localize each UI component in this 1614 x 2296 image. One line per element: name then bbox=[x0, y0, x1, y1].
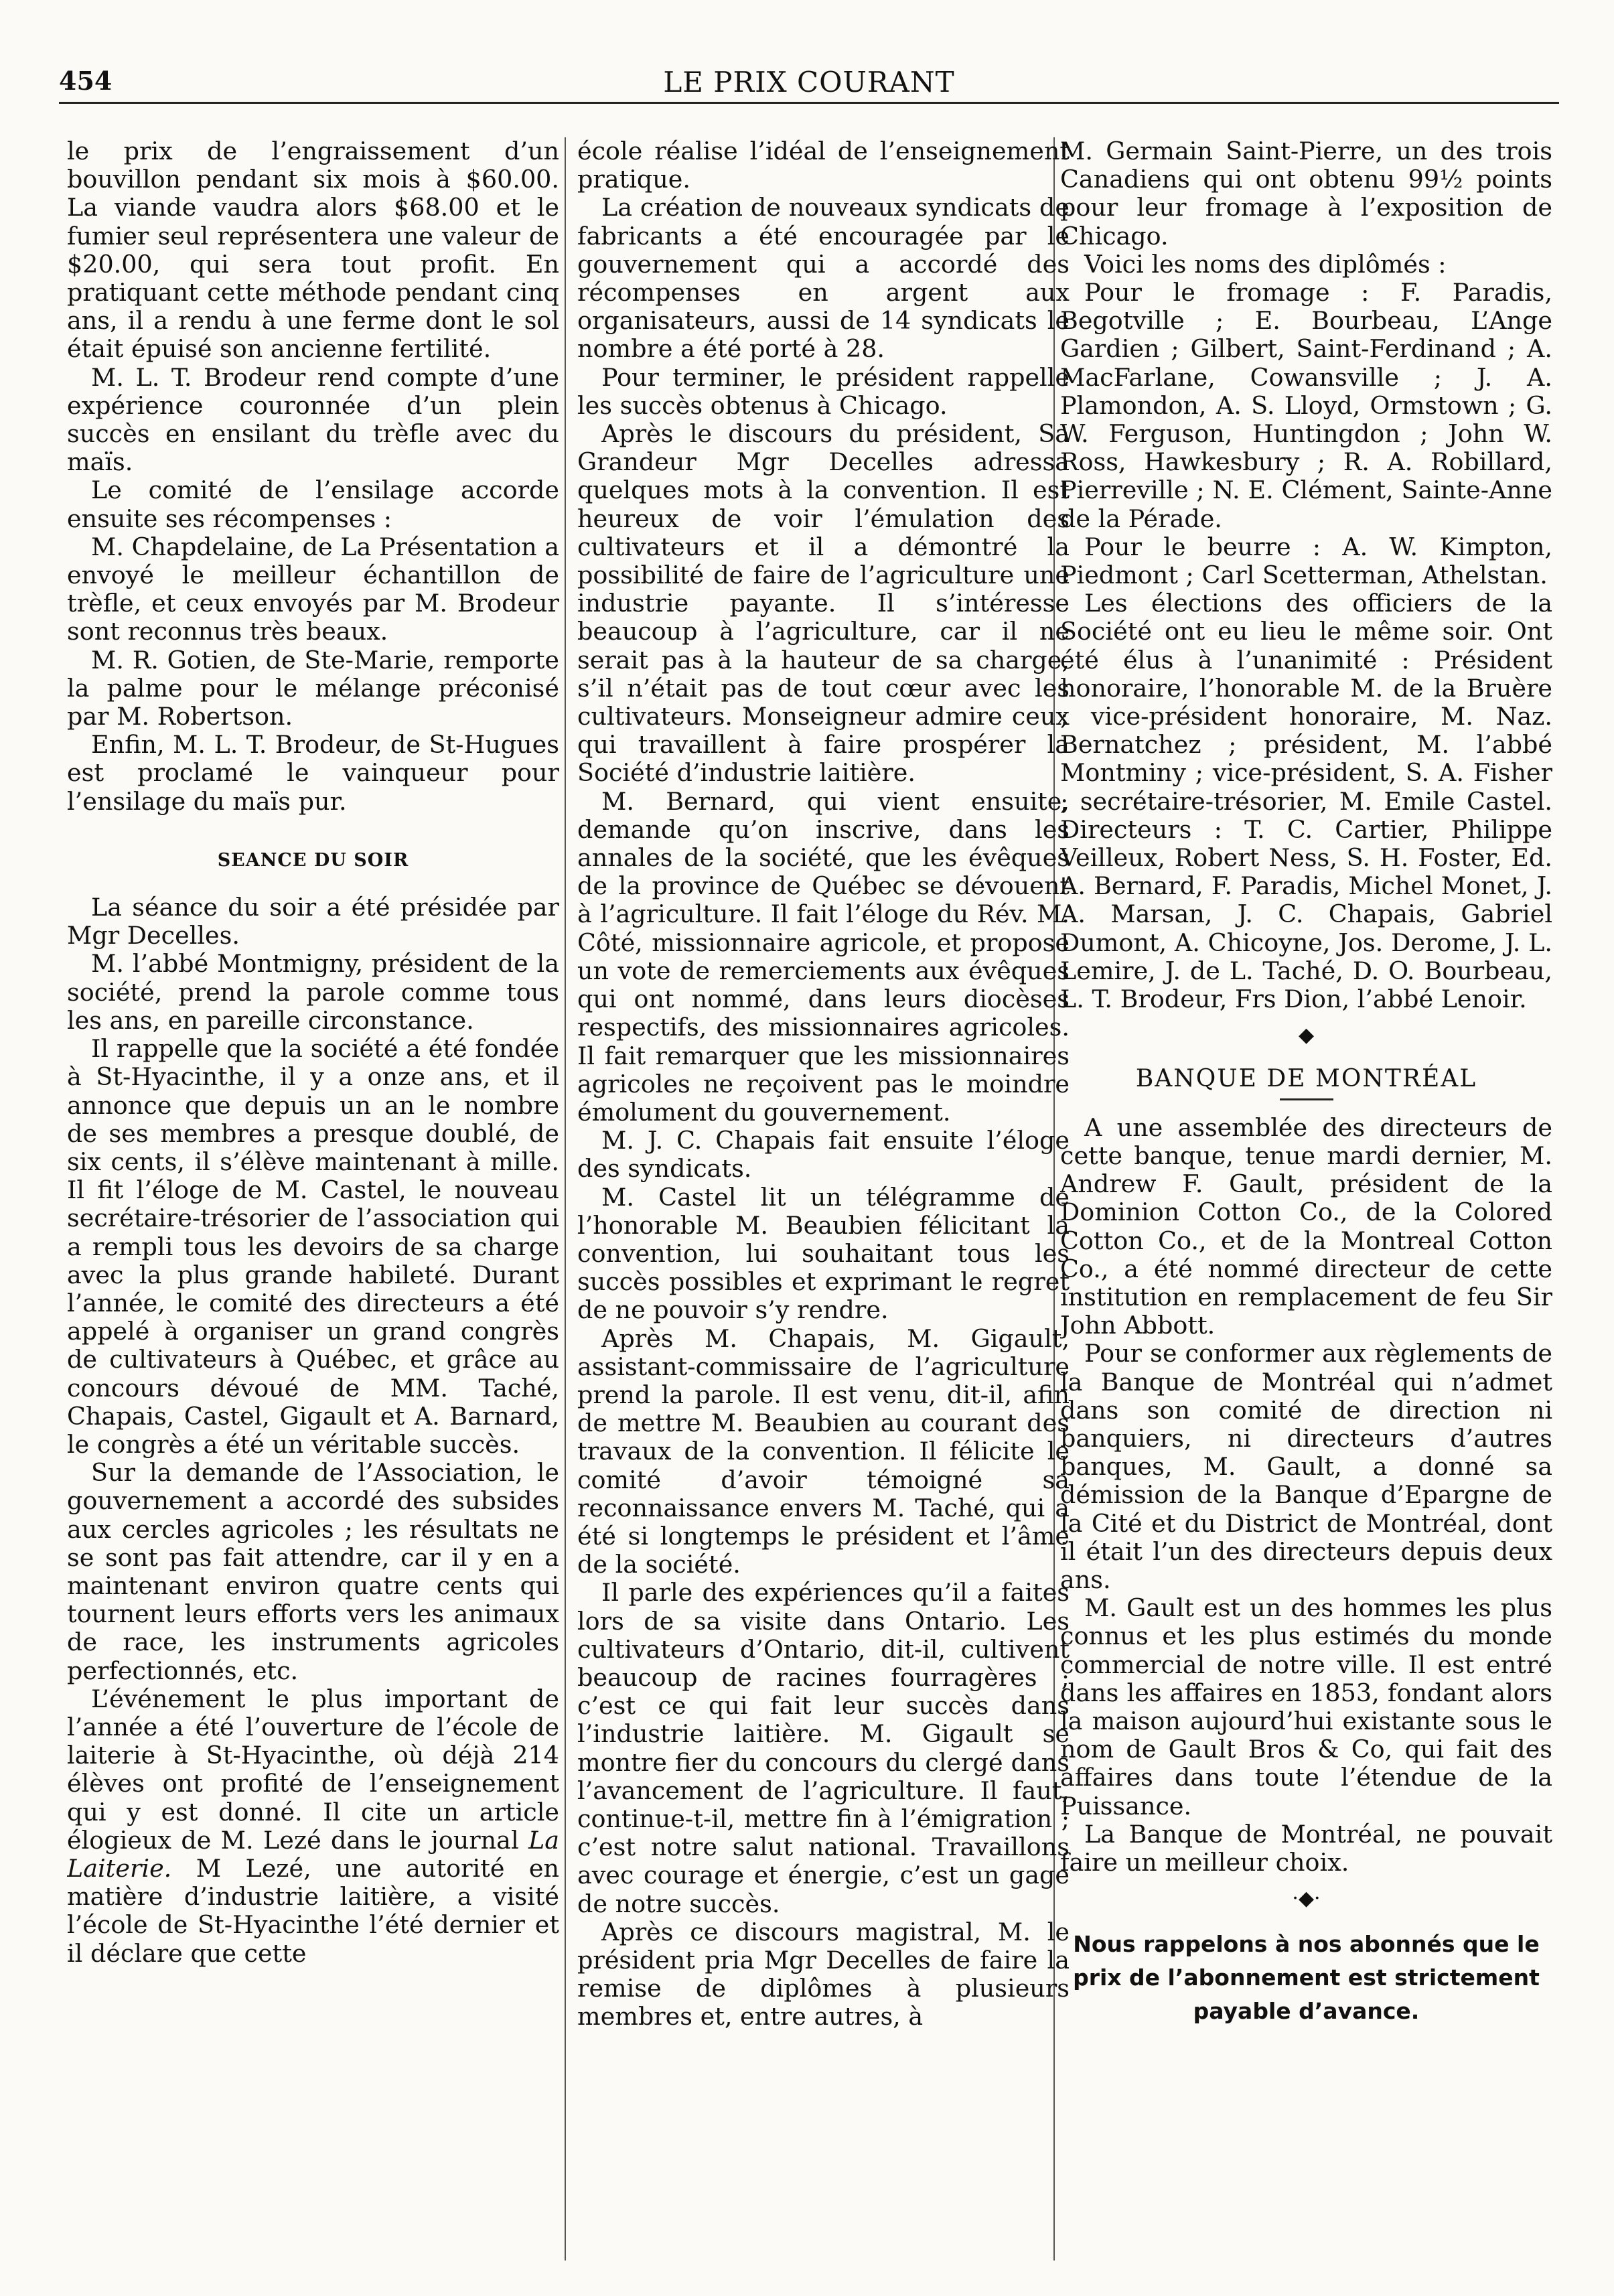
paragraph: Après ce discours magistral, M. le président pria Mgr Decelles de faire la remise de diplômes à plusieurs membres et, entre autres, à bbox=[577, 1917, 1070, 2031]
paragraph-text: L’événement le plus important de l’année a été l’ouverture de l’école de laiterie à St-Hyacinthe, où déjà 214 élèves ont profité de l’enseignement qui y est donné. Il cite un article élogieux de M. Lezé dans le journal bbox=[67, 1684, 559, 1855]
paragraph: M. R. Gotien, de Ste-Marie, remporte la palme pour le mélange préconisé par M. Robertson. bbox=[67, 645, 559, 731]
newspaper-title: LE PRIX COURANT bbox=[663, 66, 955, 98]
heading-rule bbox=[1280, 1098, 1333, 1100]
paragraph: Il rappelle que la société a été fondée à St-Hyacinthe, il y a onze ans, et il annonce que depuis un an le nombre de ses membres a presque doublé, de six cents, il s’élève maintenant à mille. Il fit l’éloge de M. Castel, le nouveau secrétaire-trésorier de l’association qui a rempli tous les devoirs de sa charge avec la plus grande habileté. Durant l’année, le comité des directeurs a été appelé à organiser un grand congrès de cultivateurs à Québec, et grâce au concours dévoué de MM. Taché, Chapais, Castel, Gigault et A. Barnard, le congrès a été un véritable succès. bbox=[67, 1034, 559, 1459]
paragraph: La création de nouveaux syndicats de fabricants a été encouragée par le gouvernement qui a accordé des récompenses en argent aux organisateurs, aussi de 14 syndicats le nombre a été porté à 28. bbox=[577, 193, 1070, 364]
paragraph: Pour le beurre : A. W. Kimpton, Piedmont ; Carl Scetterman, Athelstan. bbox=[1060, 532, 1552, 590]
paragraph: Après le discours du président, Sa Grandeur Mgr Decelles adressa quelques mots à la convention. Il est heureux de voir l’émulation des cultivateurs et il a démontré la possibilité de faire de l’agriculture une industrie payante. Il s’intéresse beaucoup à l’agriculture, car il ne serait pas à la hauteur de sa charge, s’il n’était pas de tout cœur avec les cultivateurs. Monseigneur admire ceux qui travaillent à faire prospérer la Société d’industrie laitière. bbox=[577, 419, 1070, 788]
paragraph: M. l’abbé Montmigny, président de la société, prend la parole comme tous les ans, en pareille circonstance. bbox=[67, 949, 559, 1035]
paragraph: école réalise l’idéal de l’enseignement pratique. bbox=[577, 137, 1070, 194]
page-header bbox=[59, 62, 1559, 104]
paragraph: La Banque de Montréal, ne pouvait faire un meilleur choix. bbox=[1060, 1819, 1552, 1877]
paragraph: le prix de l’engraissement d’un bouvillon pendant six mois à $60.00. La viande vaudra alors $68.00 et le fumier seul représentera une valeur de $20.00, qui sera tout profit. En pratiquant cette méthode pendant cinq ans, il a rendu à une ferme dont le sol était épuisé son ancienne fertilité. bbox=[67, 137, 559, 364]
section-heading: BANQUE DE MONTRÉAL bbox=[1135, 1064, 1477, 1092]
page-number: 454 bbox=[59, 66, 113, 96]
paragraph: A une assemblée des directeurs de cette banque, tenue mardi dernier, M. Andrew F. Gault, président de la Dominion Cotton Co., de la Colored Cotton Co., et de la Montreal Cotton Co., a été nommé directeur de cette institution en remplacement de feu Sir John Abbott. bbox=[1060, 1113, 1552, 1340]
paragraph: Le comité de l’ensilage accorde ensuite ses récompenses : bbox=[67, 476, 559, 533]
journal-title: La Laiterie. bbox=[67, 1825, 559, 1883]
paragraph-text: M Lezé, une autorité en matière d’industrie laitière, a visité l’école de St-Hyacinthe l’été dernier et il déclare que cette bbox=[67, 1853, 559, 1968]
column-2 bbox=[577, 137, 1070, 2261]
paragraph: M. J. C. Chapais fait ensuite l’éloge des syndicats. bbox=[577, 1126, 1070, 1183]
paragraph: La séance du soir a été présidée par Mgr Decelles. bbox=[67, 893, 559, 950]
column-3 bbox=[1060, 137, 1552, 2261]
paragraph: Voici les noms des diplômés : bbox=[1084, 249, 1447, 279]
column-divider bbox=[565, 137, 566, 2261]
paragraph: Les élections des officiers de la Société ont eu lieu le même soir. Ont été élus à l’unanimité : Président honoraire, l’honorable M. de la Bruère ; vice-président honoraire, M. Naz. Bernatchez ; président, M. l’abbé Montminy ; vice-président, S. A. Fisher ; secrétaire-trésorier, M. Emile Castel. Directeurs : T. C. Cartier, Philippe Veilleux, Robert Ness, S. H. Foster, Ed. A. Bernard, F. Paradis, Michel Monet, J. A. Marsan, J. C. Chapais, Gabriel Dumont, A. Chicoyne, Jos. Derome, J. L. Lemire, J. de L. Taché, D. O. Bourbeau, L. T. Brodeur, Frs Dion, l’abbé Lenoir. bbox=[1060, 589, 1552, 1014]
paragraph: Après M. Chapais, M. Gigault, assistant-commissaire de l’agriculture prend la parole. Il est venu, dit-il, afin de mettre M. Beaubien au courant des travaux de la convention. Il félicite le comité d’avoir témoigné sa reconnaissance envers M. Taché, qui a été si longtemps le président et l’âme de la société. bbox=[577, 1323, 1070, 1579]
paragraph: Enfin, M. L. T. Brodeur, de St-Hugues est proclamé le vainqueur pour l’ensilage du maïs pur. bbox=[67, 730, 559, 816]
section-heading: SEANCE DU SOIR bbox=[217, 849, 409, 871]
paragraph bbox=[67, 1685, 559, 1968]
paragraph: Sur la demande de l’Association, le gouvernement a accordé des subsides aux cercles agricoles ; les résultats ne se sont pas fait attendre, car il y en a maintenant environ quatre cents qui tournent leurs efforts vers les animaux de race, les instruments agricoles perfectionnés, etc. bbox=[67, 1458, 559, 1685]
paragraph: M. Bernard, qui vient ensuite, demande qu’on inscrive, dans les annales de la société, que les évêques de la province de Québec se dévouent à l’agriculture. Il fait l’éloge du Rév. M. Côté, missionnaire agricole, et propose un vote de remerciements aux évêques qui ont nommé, dans leurs diocèses respectifs, des missionnaires agricoles. Il fait remarquer que les missionnaires agricoles ne reçoivent pas le moindre émolument du gouvernement. bbox=[577, 786, 1070, 1127]
separator-ornament: ◆ bbox=[1298, 1023, 1315, 1048]
paragraph: Pour se conformer aux règlements de la Banque de Montréal qui n’admet dans son comité de direction ni banquiers, ni directeurs d’autres banques, M. Gault, a donné sa démission de la Banque d’Epargne de la Cité et du District de Montréal, dont il était l’un des directeurs depuis deux ans. bbox=[1060, 1339, 1552, 1594]
subscription-notice: Nous rappelons à nos abonnés que le prix de l’abonnement est strictement payable d’avance. bbox=[1073, 1931, 1540, 2025]
separator-ornament: ·◆· bbox=[1292, 1887, 1321, 1911]
paragraph: M. Germain Saint-Pierre, un des trois Canadiens qui ont obtenu 99½ points pour leur fromage à l’exposition de Chicago. bbox=[1060, 137, 1552, 250]
paragraph: Pour terminer, le président rappelle les succès obtenus à Chicago. bbox=[577, 362, 1070, 420]
column-1 bbox=[67, 137, 559, 2261]
paragraph: M. L. T. Brodeur rend compte d’une expérience couronnée d’un plein succès en ensilant du trèfle avec du maïs. bbox=[67, 362, 559, 477]
paragraph: Il parle des expériences qu’il a faites lors de sa visite dans Ontario. Les cultivateurs d’Ontario, dit-il, cultivent beaucoup de racines fourragères ; c’est ce qui fait leur succès dans l’industrie laitière. M. Gigault se montre fier du concours du clergé dans l’avancement de l’agriculture. Il faut, continue-t-il, mettre fin à l’émigration ; c’est notre salut national. Travaillons avec courage et énergie, c’est un gage de notre succès. bbox=[577, 1578, 1070, 1918]
paragraph: Pour le fromage : F. Paradis, Begotville ; E. Bourbeau, L’Ange Gardien ; Gilbert, Saint-Ferdinand ; A. MacFarlane, Cowansville ; J. A. Plamondon, A. S. Lloyd, Ormstown ; G. W. Ferguson, Huntingdon ; John W. Ross, Hawkesbury ; R. A. Robillard, Pierreville ; N. E. Clément, Sainte-Anne de la Pérade. bbox=[1060, 278, 1552, 533]
paragraph: M. Chapdelaine, de La Présentation a envoyé le meilleur échantillon de trèfle, et ceux envoyés par M. Brodeur sont reconnus très beaux. bbox=[67, 532, 559, 646]
paragraph: M. Gault est un des hommes les plus connus et les plus estimés du monde commercial de notre ville. Il est entré dans les affaires en 1853, fondant alors la maison aujourd’hui existante sous le nom de Gault Bros & Co, qui fait des affaires dans toute l’étendue de la Puissance. bbox=[1060, 1593, 1552, 1820]
paragraph: M. Castel lit un télégramme de l’honorable M. Beaubien félicitant la convention, lui souhaitant tous les succès possibles et exprimant le regret de ne pouvoir s’y rendre. bbox=[577, 1182, 1070, 1325]
